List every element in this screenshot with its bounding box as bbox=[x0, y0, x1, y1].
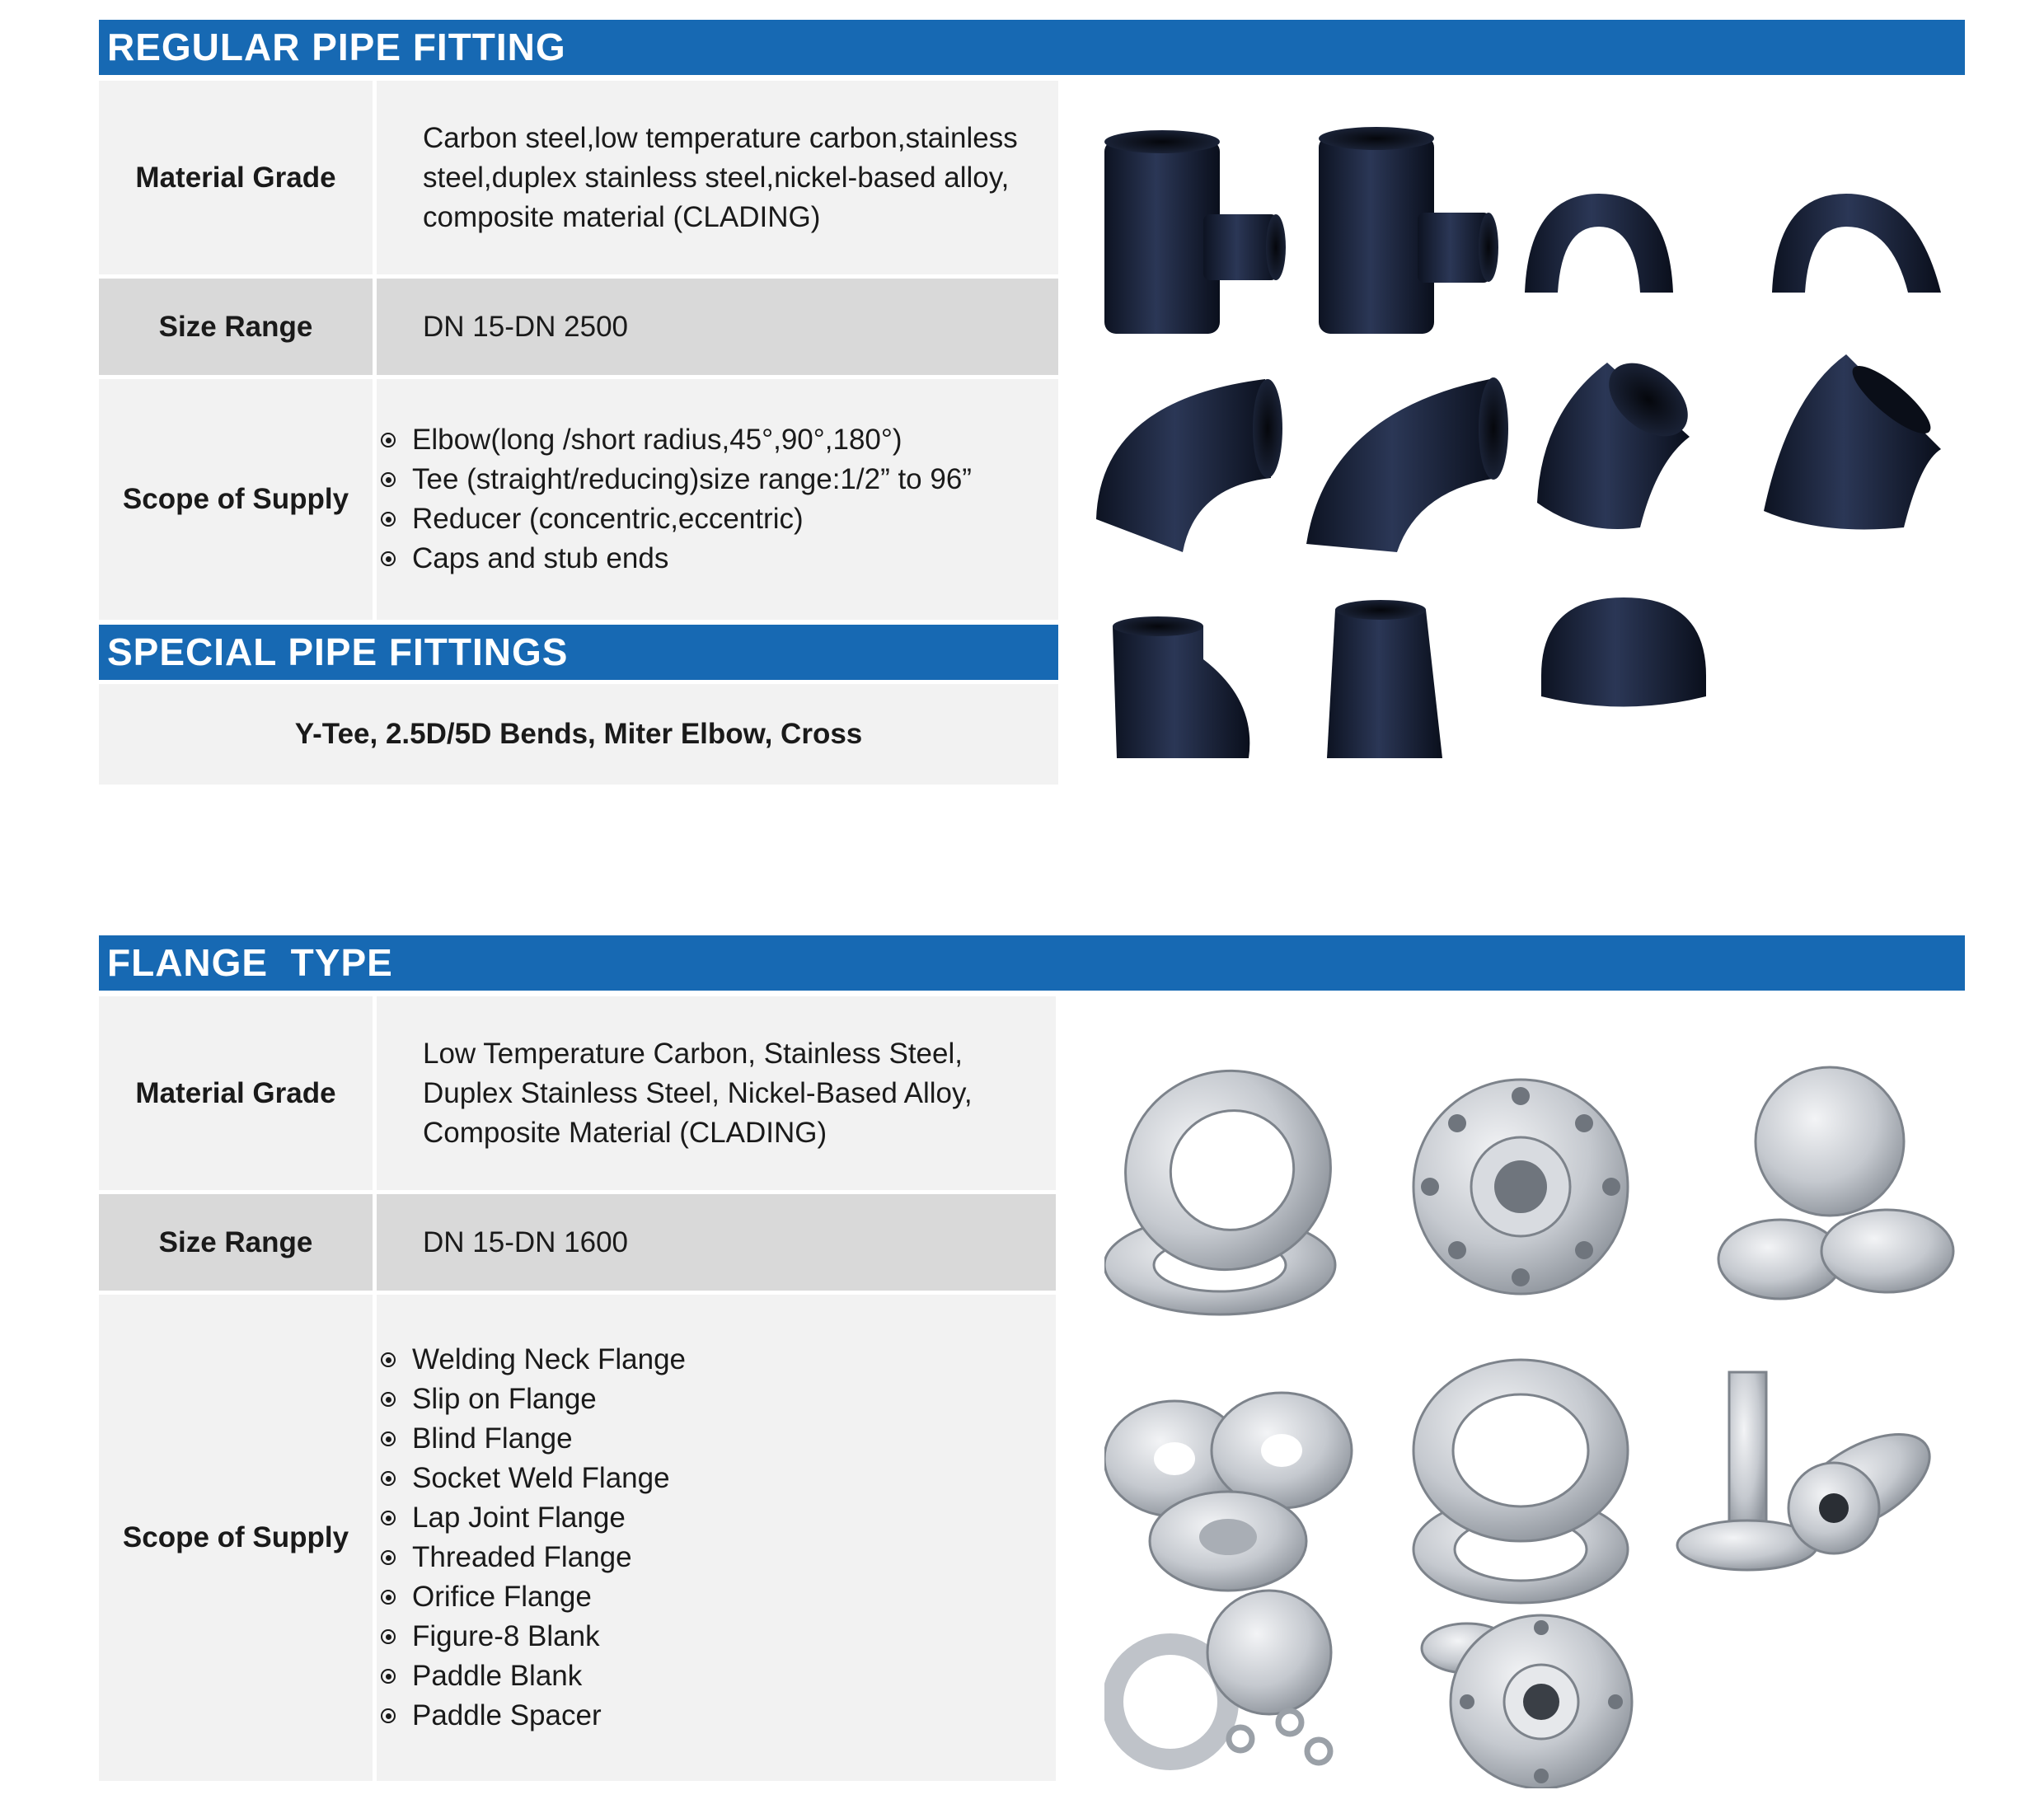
flange-material-label: Material Grade bbox=[99, 996, 373, 1190]
threaded-flange-photo bbox=[1104, 1393, 1352, 1591]
pipe-size-value: DN 15-DN 2500 bbox=[377, 279, 1058, 375]
pipe-material-text: Carbon steel,low temperature carbon,stainless steel,duplex stainless steel,nickel-based alloy, composite material (CLADING) bbox=[423, 121, 1018, 233]
special-fittings-banner: SPECIAL PIPE FITTINGS bbox=[99, 625, 1058, 680]
flanges-photo-grid bbox=[1104, 1063, 1962, 1788]
list-item bbox=[381, 420, 972, 460]
list-item-text: Slip on Flange bbox=[412, 1383, 597, 1415]
pipe-cap-photo bbox=[1541, 597, 1706, 707]
long-weld-neck-flange-photo bbox=[1677, 1372, 1945, 1570]
flange-material-text: Low Temperature Carbon, Stainless Steel, Duplex Stainless Steel, Nickel-Based Alloy, Composite Material (CLADING) bbox=[423, 1037, 973, 1149]
list-item-text: Orifice Flange bbox=[412, 1581, 592, 1613]
list-item-text: Figure-8 Blank bbox=[412, 1620, 600, 1652]
flange-scope-label: Scope of Supply bbox=[99, 1295, 373, 1781]
list-item bbox=[381, 1538, 686, 1577]
return-bend-photo bbox=[1525, 194, 1673, 293]
ring-joint-flange-photo bbox=[1413, 1080, 1628, 1294]
flange-scope-value bbox=[377, 1295, 1056, 1781]
bullet-icon bbox=[381, 1590, 396, 1605]
plate-flange-photo bbox=[1413, 1360, 1628, 1603]
bullet-icon bbox=[381, 512, 396, 527]
bullet-icon bbox=[381, 1669, 396, 1684]
list-item bbox=[381, 1380, 686, 1419]
pipe-scope-list bbox=[381, 420, 972, 579]
list-item-text: Socket Weld Flange bbox=[412, 1462, 670, 1494]
pipe-scope-label: Scope of Supply bbox=[99, 379, 373, 620]
pipe-fitting-banner: REGULAR PIPE FITTING bbox=[99, 20, 1965, 75]
bullet-icon bbox=[381, 1550, 396, 1565]
flange-size-label: Size Range bbox=[99, 1194, 373, 1291]
bullet-icon bbox=[381, 472, 396, 487]
bullet-icon bbox=[381, 1511, 396, 1525]
bullet-icon bbox=[381, 1392, 396, 1407]
blind-flange-photo bbox=[1718, 1067, 1953, 1299]
eccentric-reducer-photo bbox=[1327, 600, 1442, 758]
list-item bbox=[381, 1577, 686, 1617]
slip-on-flange-photo bbox=[1104, 1063, 1359, 1314]
list-item-text: Tee (straight/reducing)size range:1/2” to 96” bbox=[412, 463, 972, 495]
list-item-text: Blind Flange bbox=[412, 1422, 573, 1455]
bullet-icon bbox=[381, 1352, 396, 1367]
list-item bbox=[381, 1498, 686, 1538]
bullet-icon bbox=[381, 1471, 396, 1486]
pipe-material-value bbox=[377, 81, 1058, 274]
list-item-text: Reducer (concentric,eccentric) bbox=[412, 503, 804, 535]
list-item-text: Threaded Flange bbox=[412, 1541, 632, 1573]
bullet-icon bbox=[381, 1431, 396, 1446]
reducing-tee-photo bbox=[1319, 127, 1498, 334]
bullet-icon bbox=[381, 551, 396, 566]
equal-tee-photo bbox=[1104, 130, 1286, 334]
list-item bbox=[381, 539, 972, 579]
spectacle-blind-photo bbox=[1113, 1591, 1331, 1763]
return-bend-photo bbox=[1772, 194, 1941, 293]
concentric-reducer-photo bbox=[1113, 616, 1249, 758]
bullet-icon bbox=[381, 1629, 396, 1644]
bullet-icon bbox=[381, 433, 396, 447]
list-item-text: Welding Neck Flange bbox=[412, 1343, 687, 1375]
pipe-fittings-photo-grid bbox=[1080, 115, 1962, 775]
pipe-material-label: Material Grade bbox=[99, 81, 373, 274]
list-item bbox=[381, 460, 972, 499]
flange-scope-list bbox=[381, 1340, 686, 1736]
list-item bbox=[381, 499, 972, 539]
flange-type-banner: FLANGE TYPE bbox=[99, 935, 1965, 991]
pipe-scope-value bbox=[377, 379, 1058, 620]
list-item-text: Caps and stub ends bbox=[412, 542, 669, 574]
elbow-45-photo bbox=[1764, 354, 1941, 530]
flange-size-value: DN 15-DN 1600 bbox=[377, 1194, 1056, 1291]
list-item-text: Lap Joint Flange bbox=[412, 1502, 626, 1534]
list-item bbox=[381, 1696, 686, 1736]
list-item-text: Paddle Spacer bbox=[412, 1699, 602, 1731]
pipe-size-label: Size Range bbox=[99, 279, 373, 375]
list-item bbox=[381, 1340, 686, 1380]
elbow-90-photo bbox=[1096, 379, 1282, 552]
list-item-text: Paddle Blank bbox=[412, 1660, 583, 1692]
weld-neck-flange-photo bbox=[1422, 1615, 1632, 1788]
flange-material-value bbox=[377, 996, 1056, 1190]
special-fittings-value: Y-Tee, 2.5D/5D Bends, Miter Elbow, Cross bbox=[99, 684, 1058, 785]
elbow-90-photo bbox=[1306, 377, 1508, 552]
list-item bbox=[381, 1419, 686, 1459]
list-item bbox=[381, 1656, 686, 1696]
elbow-45-photo bbox=[1537, 349, 1702, 529]
list-item-text: Elbow(long /short radius,45°,90°,180°) bbox=[412, 424, 902, 456]
list-item bbox=[381, 1459, 686, 1498]
bullet-icon bbox=[381, 1708, 396, 1723]
list-item bbox=[381, 1617, 686, 1656]
